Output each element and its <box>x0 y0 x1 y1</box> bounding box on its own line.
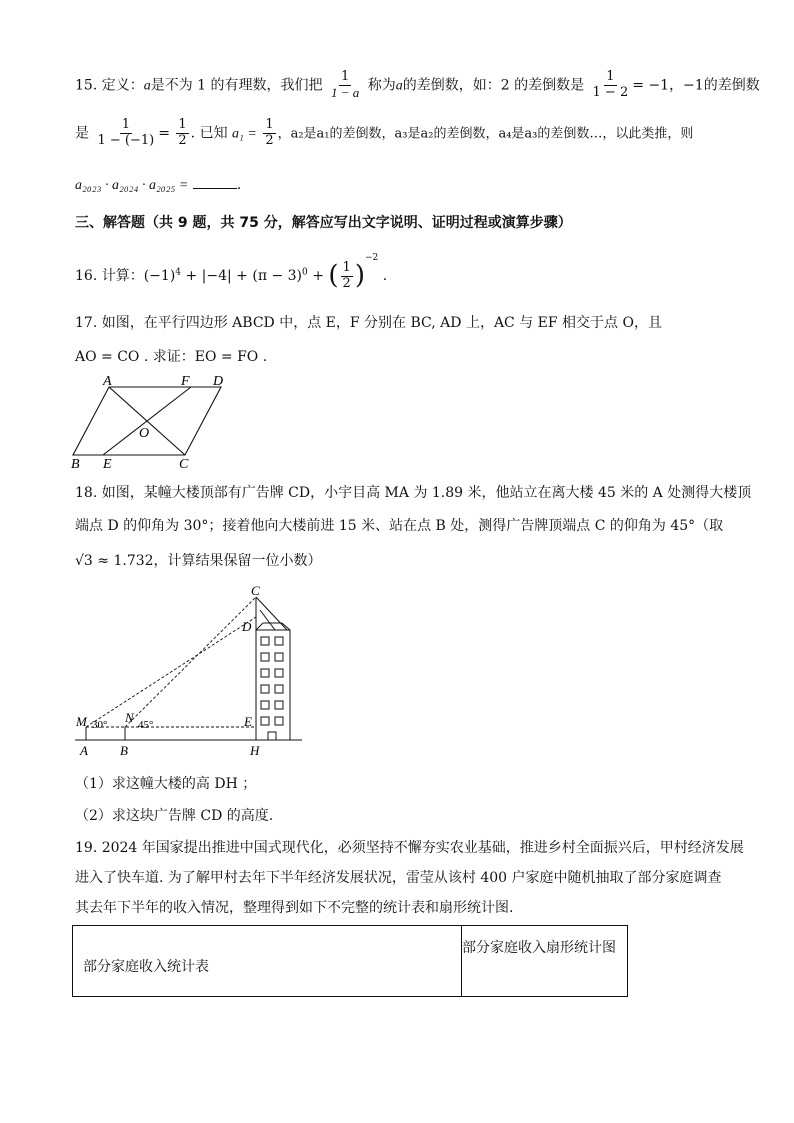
q18-line2: 端点 D 的仰角为 30°；接着他向大楼前进 15 米、站在点 B 处，测得广告牌顶端点 C 的仰角为 45°（取 <box>75 518 724 534</box>
label-h: H <box>250 743 260 758</box>
table-title-stats: 部分家庭收入统计表 <box>83 959 209 975</box>
q19-table <box>72 925 628 997</box>
label-angle-45: 45° <box>138 719 154 731</box>
q15-text: . 已知 <box>190 125 228 142</box>
q17-line2: AO = CO . 求证：EO = FO . <box>75 349 268 365</box>
q19-line2: 进入了快车道. 为了解甲村去年下半年经济发展状况，雷莹从该村 400 户家庭中随机抽取了部分家庭调查 <box>75 870 722 886</box>
q15-text: ，−1的差倒数 <box>669 77 760 94</box>
q15-number: 15. <box>75 77 98 94</box>
q15-a1: a₁ = <box>232 126 257 142</box>
q18-sub2: （2）求这块广告牌 CD 的高度. <box>75 808 274 824</box>
q15-text: = <box>158 125 170 142</box>
table-title-pie: 部分家庭收入扇形统计图 <box>462 940 616 956</box>
q16-line: 16. 计算：$(-1)^4 + |-4| + (\pi - 3)^0$ + ( $\frac{1}{2}$ )$^{-2}$ . <box>75 253 388 291</box>
q19-line1: 19. 2024 年国家提出推进中国式现代化，必须坚持不懈夯实农业基础，推进乡村全面振兴后，甲村经济发展 <box>75 840 744 856</box>
label-m: M <box>76 714 87 729</box>
label-c: C <box>179 457 189 470</box>
q15-var: a <box>143 78 151 94</box>
q15-frac-5: $\frac{1}{2}$ <box>265 117 274 148</box>
q15-text: 称为 <box>367 77 396 94</box>
label-o: O <box>139 426 150 441</box>
q15-text: ，a₂是a₁的差倒数，a₃是a₂的差倒数，a₄是a₃的差倒数…，以此类推，则 <box>277 126 694 142</box>
q15-text: 是不为 1 的有理数，我们把 <box>150 77 323 94</box>
segment-ef <box>103 387 191 455</box>
q15-line1 <box>75 70 760 101</box>
label-e: E <box>244 714 252 729</box>
q16-frac: $\frac{1}{2}$ <box>342 259 351 291</box>
label-e: E <box>103 457 112 470</box>
q15-frac-4: $\frac{1}{2}$ <box>178 117 187 148</box>
label-d: D <box>242 619 252 634</box>
q15-text: = −1 <box>632 77 670 94</box>
q18-line1: 18. 如图，某幢大楼顶部有广告牌 CD，小宇目高 MA 为 1.89 米，他站立在离大楼 45 米的 A 处测得大楼顶 <box>75 485 752 501</box>
label-f: F <box>181 375 190 389</box>
section-3-heading: 三、解答题（共 9 题，共 75 分，解答应写出文字说明、证明过程或演算步骤） <box>75 215 572 231</box>
label-b: B <box>120 743 128 758</box>
q15-frac-3: $\frac{1}{1 - (-1)}$ <box>97 117 155 148</box>
q15-var: a <box>395 78 403 94</box>
building-windows <box>261 637 283 725</box>
label-a: A <box>103 375 112 389</box>
q15-frac-1: $\frac{1}{1 - a}$ <box>330 69 360 100</box>
label-d: D <box>213 375 224 389</box>
sightline-nc <box>125 597 256 727</box>
q15-expression: a₂₀₂₃ · a₂₀₂₄ · a₂₀₂₅ = <box>75 178 189 193</box>
q18-line3: √3 ≈ 1.732，计算结果保留一位小数） <box>75 553 322 569</box>
parallelogram-figure <box>65 375 235 470</box>
answer-blank <box>193 176 237 189</box>
label-n: N <box>125 710 134 725</box>
building-figure <box>70 585 310 760</box>
q15-line2 <box>75 118 693 149</box>
q16-number: 16. <box>75 268 98 284</box>
table-cell-left <box>73 926 462 996</box>
sightline-md <box>86 617 256 727</box>
label-angle-30: 30° <box>92 719 108 731</box>
label-b: B <box>71 457 80 470</box>
label-c: C <box>251 585 260 598</box>
q15-text: 是 <box>75 125 89 142</box>
q15-frac-2: $\frac{1}{1 - 2}$ <box>592 69 629 100</box>
q18-sub1: （1）求这幢大楼的高 DH ； <box>75 776 257 792</box>
q15-text: 的差倒数，如：2 的差倒数是 <box>402 77 585 94</box>
table-cell-right <box>462 934 622 962</box>
q19-line3: 其去年下半年的收入情况，整理得到如下不完整的统计表和扇形统计图. <box>75 900 514 916</box>
label-a: A <box>80 743 88 758</box>
q17-line1: 17. 如图，在平行四边形 ABCD 中，点 E，F 分别在 BC, AD 上，AC 与 EF 相交于点 O，且 <box>75 315 662 331</box>
q15-text: 定义： <box>101 77 144 94</box>
q15-line3: a₂₀₂₃ · a₂₀₂₄ · a₂₀₂₅ = . <box>75 177 242 193</box>
